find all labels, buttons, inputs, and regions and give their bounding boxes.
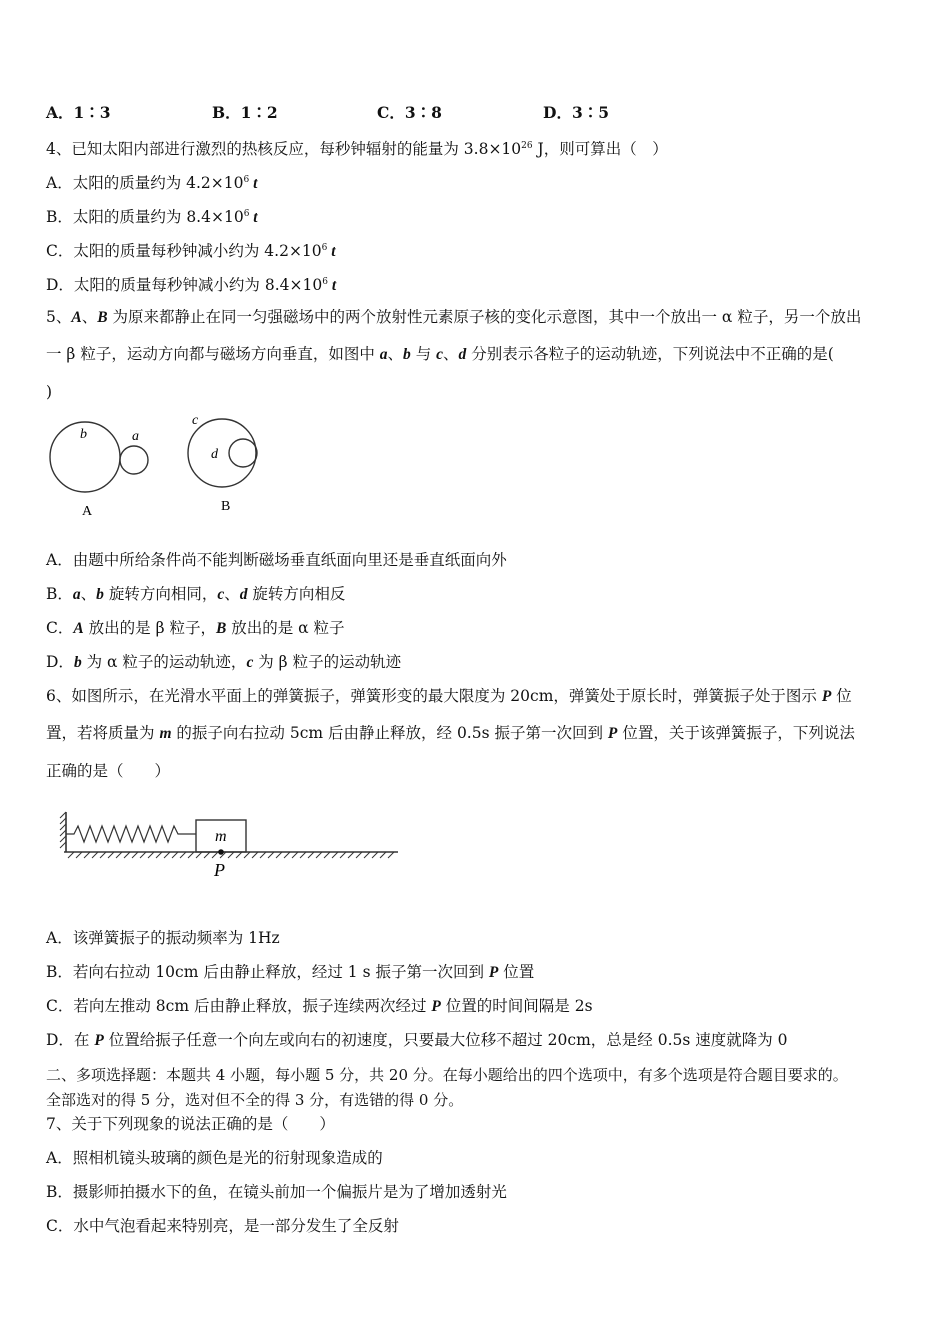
q6-option-c: C．若向左推动 8cm 后由静止释放，振子连续两次经过 P 位置的时间间隔是 2s	[46, 997, 593, 1015]
q6-spring-figure	[60, 808, 400, 883]
q7-stem: 7、关于下列现象的说法正确的是（ ）	[46, 1115, 335, 1133]
q4-option-c: C．太阳的质量每秒钟减小约为 $4.2\times 10^6$ t	[46, 242, 336, 260]
label-B: B	[221, 499, 231, 514]
q4-option-d: D．太阳的质量每秒钟减小约为 $8.4\times 10^6$ t	[46, 276, 337, 294]
q6-stem-line3: 正确的是（ ）	[46, 762, 171, 780]
q5-stem-line2: 一 β 粒子，运动方向都与磁场方向垂直，如图中 a、b 与 c、d 分别表示各粒子的运动轨迹，下列说法中不正确的是(	[46, 345, 834, 363]
q5-stem-line1: 5、A、B 为原来都静止在同一匀强磁场中的两个放射性元素原子核的变化示意图，其中一个放出一 α 粒子，另一个放出	[46, 308, 862, 326]
label-d: d	[211, 447, 218, 462]
q5-option-c: C．A 放出的是 β 粒子，B 放出的是 α 粒子	[46, 619, 345, 637]
q3-option-a: A．1∶3	[46, 103, 111, 122]
label-a: a	[132, 429, 139, 444]
q7-option-c: C．水中气泡看起来特别亮，是一部分发生了全反射	[46, 1217, 399, 1235]
q3-option-b: B．1∶2	[212, 103, 278, 122]
track-c-circle	[188, 419, 256, 487]
q6-option-a: A．该弹簧振子的振动频率为 1Hz	[46, 929, 280, 947]
q4-stem: 4、已知太阳内部进行激烈的热核反应，每秒钟辐射的能量为 $3.8\times 10^{26}$ J，则可算出（ ）	[46, 140, 668, 158]
q3-option-d: D．3∶5	[543, 103, 610, 122]
q3-option-c: C．3∶8	[377, 103, 442, 122]
q5-stem-line3: )	[46, 383, 53, 401]
section2-instructions-line2: 全部选对的得 5 分，选对但不全的得 3 分，有选错的得 0 分。	[46, 1091, 464, 1109]
q6-option-b: B．若向右拉动 10cm 后由静止释放，经过 1 s 振子第一次回到 P 位置	[46, 963, 535, 981]
section2-instructions-line1: 二、多项选择题：本题共 4 小题，每小题 5 分，共 20 分。在每小题给出的四个选项中，有多个选项是符合题目要求的。	[46, 1066, 848, 1084]
q7-option-b: B．摄影师拍摄水下的鱼，在镜头前加一个偏振片是为了增加透射光	[46, 1183, 507, 1201]
q7-option-a: A．照相机镜头玻璃的颜色是光的衍射现象造成的	[46, 1149, 383, 1167]
q5-option-a: A．由题中所给条件尚不能判断磁场垂直纸面向里还是垂直纸面向外	[46, 551, 507, 569]
track-d-circle	[229, 439, 257, 467]
spring	[66, 826, 196, 842]
label-c: c	[192, 413, 199, 428]
q5-track-figure	[40, 410, 270, 520]
q4-option-b: B．太阳的质量约为 $8.4\times 10^6$ t	[46, 208, 258, 226]
q5-option-b: B．a、b 旋转方向相同，c、d 旋转方向相反	[46, 585, 346, 603]
label-A: A	[82, 504, 93, 519]
wall-hatching	[60, 812, 66, 848]
q6-stem-line2: 置，若将质量为 m 的振子向右拉动 5cm 后由静止释放，经 0.5s 振子第一次回到 P 位置，关于该弹簧振子，下列说法	[46, 724, 855, 742]
q5-option-d: D．b 为 α 粒子的运动轨迹，c 为 β 粒子的运动轨迹	[46, 653, 402, 671]
q6-stem-line1: 6、如图所示，在光滑水平面上的弹簧振子，弹簧形变的最大限度为 20cm，弹簧处于原长时，弹簧振子处于图示 P 位	[46, 687, 852, 705]
floor-hatching	[68, 852, 394, 858]
point-p-label: P	[214, 860, 225, 880]
label-b: b	[80, 427, 87, 442]
q6-option-d: D．在 P 位置给振子任意一个向左或向右的初速度，只要最大位移不超过 20cm，总是经 0.5s 速度就降为 0	[46, 1031, 788, 1049]
track-a-circle	[120, 446, 148, 474]
mass-label: m	[215, 828, 227, 845]
q4-option-a: A．太阳的质量约为 $4.2\times 10^6$ t	[46, 174, 258, 192]
point-p-dot	[218, 849, 224, 855]
